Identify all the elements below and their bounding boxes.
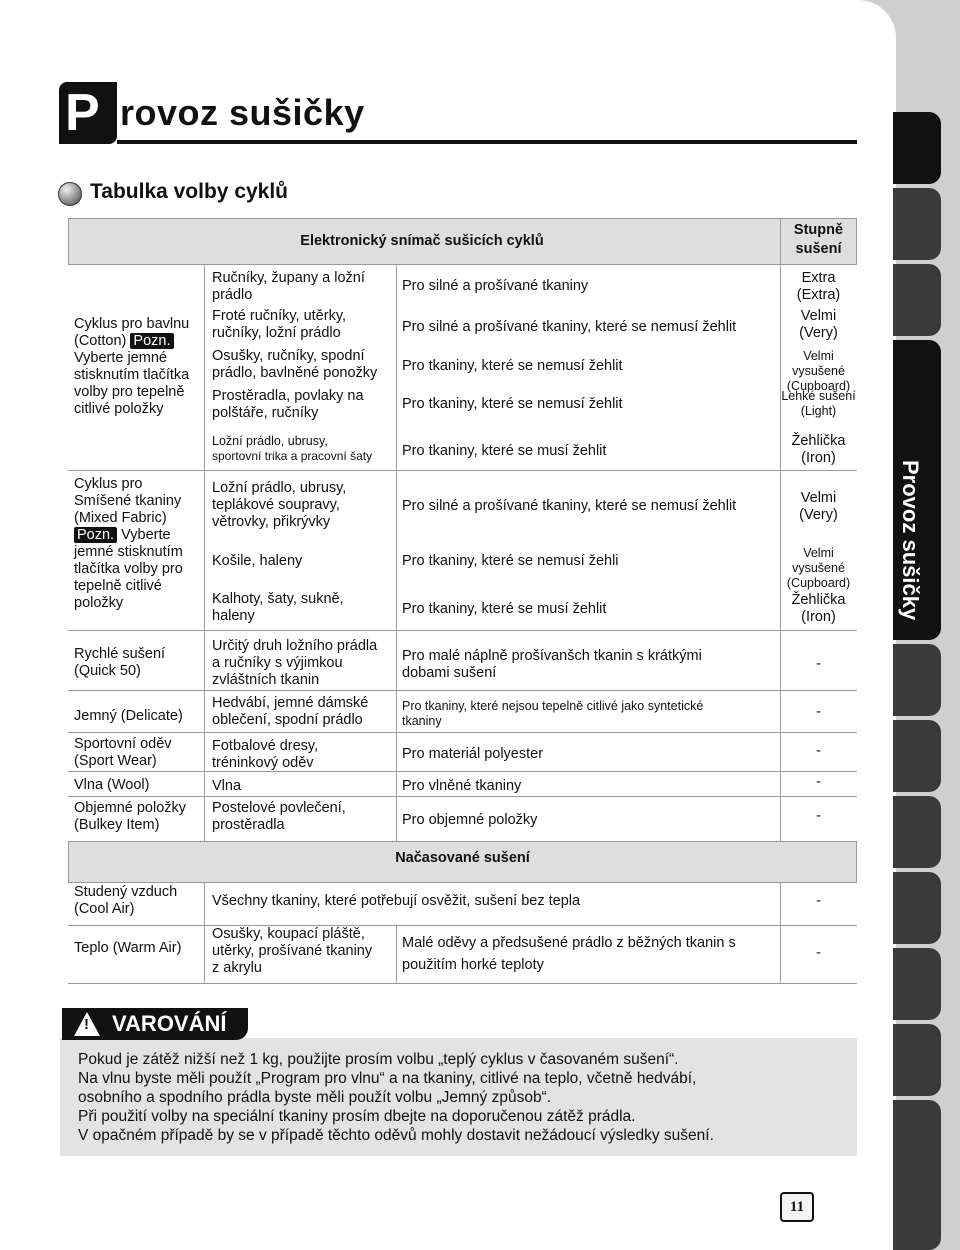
items-cell: Ručníky, župany a ložní prádlo (212, 270, 365, 303)
items-cell: Vlna (212, 778, 242, 794)
level-cell: Velmi (Very) (799, 308, 838, 341)
items-cell: Osušky, ručníky, spodní prádlo, bavlněné ponožky (212, 348, 378, 381)
header-main: Elektronický snímač sušicích cyklů (300, 233, 544, 249)
header-level-1: Stupně (793, 222, 844, 238)
warning-icon-mark: ! (84, 1016, 89, 1033)
page-number: 11 (780, 1192, 814, 1222)
section-tab[interactable] (893, 112, 941, 184)
row-divider (68, 732, 857, 733)
bullet-icon (58, 182, 82, 206)
level-cell: Velmi vysušené (Cupboard) (786, 349, 851, 393)
level-cell: - (816, 808, 821, 824)
cotton-line: stisknutím tlačítka (74, 367, 190, 383)
title-initial: P (65, 84, 100, 142)
section-heading: Tabulka volby cyklů (90, 180, 289, 203)
items-cell: Určitý druh ložního prádla a ručníky s výjimkou zvláštních tkanin (212, 638, 378, 688)
cotton-line: Vyberte jemné (74, 350, 167, 366)
level-cell: - (816, 774, 821, 790)
cycle-warm-air[interactable]: Teplo (Warm Air) (74, 940, 182, 956)
fabric-cell: Pro silné a prošívané tkaniny (402, 278, 589, 294)
warning-line: Pokud je zátěž nižší než 1 kg, použijte prosím volbu „teplý cyklus v časovaném sušení“. (78, 1051, 679, 1068)
title-initial-box (59, 82, 117, 144)
items-cell: Fotbalové dresy, tréninkový oděv (212, 738, 319, 771)
side-section-label: Provoz sušičky (898, 459, 923, 621)
row-divider (68, 470, 857, 471)
fabric-cell: Pro tkaniny, které nejsou tepelně citlivé jako syntetické tkaniny (402, 699, 704, 728)
level-cell: - (816, 656, 821, 672)
section-tab[interactable] (893, 1100, 941, 1250)
row-divider (68, 796, 857, 797)
cycle-sport[interactable]: Sportovní oděv (Sport Wear) (74, 736, 172, 769)
section-tab[interactable] (893, 644, 941, 716)
section-tab[interactable] (893, 188, 941, 260)
fabric-cell: Pro tkaniny, které se nemusí žehli (402, 553, 619, 569)
cotton-line: citlivé položky (74, 401, 164, 417)
items-cell: Košile, haleny (212, 553, 303, 569)
cycle-delicate[interactable]: Jemný (Delicate) (74, 708, 183, 724)
section-tab[interactable] (893, 264, 941, 336)
divider (204, 265, 205, 841)
section-tab[interactable] (893, 1024, 941, 1096)
items-cell: Ložní prádlo, ubrusy, sportovní trika a pracovní šaty (212, 434, 373, 463)
warning-line: osobního a spodního prádla byste měli použít volbu „Jemný způsob“. (78, 1089, 552, 1106)
items-cell: Prostěradla, povlaky na polštáře, ručníky (212, 388, 364, 421)
row-divider (68, 630, 857, 631)
section-tab[interactable] (893, 948, 941, 1020)
row-divider (68, 690, 857, 691)
section-tabs (893, 112, 941, 1250)
row-divider (68, 983, 857, 984)
fabric-cell: Pro tkaniny, které se musí žehlit (402, 443, 607, 459)
fabric-cell: Pro vlněné tkaniny (402, 778, 522, 794)
level-cell: - (816, 893, 821, 909)
cycle-bulky[interactable]: Objemné položky (Bulkey Item) (74, 800, 187, 833)
section-tab[interactable] (893, 872, 941, 944)
items-cell: Froté ručníky, utěrky, ručníky, ložní prádlo (212, 308, 347, 341)
row-divider (68, 771, 857, 772)
items-cell: Osušky, koupací pláště, utěrky, prošívané tkaniny z akrylu (212, 926, 373, 976)
fabric-cell: Pro objemné položky (402, 812, 538, 828)
cotton-line: Cyklus pro bavlnu (74, 316, 190, 332)
cycle-wool[interactable]: Vlna (Wool) (74, 777, 150, 793)
divider (204, 883, 205, 983)
row-divider (68, 925, 857, 926)
cotton-line: volby pro tepelně (74, 384, 185, 400)
timed-drying-title: Načasované sušení (395, 850, 530, 866)
page-title: rovoz sušičky (120, 92, 365, 133)
fabric-cell: Pro silné a prošívané tkaniny, které se nemusí žehlit (402, 319, 737, 335)
divider (396, 265, 397, 841)
level-cell: Velmi vysušené (Cupboard) (786, 546, 851, 590)
level-cell: - (816, 945, 821, 961)
items-cell: Ložní prádlo, ubrusy, teplákové soupravy, větrovky, přikrývky (212, 480, 347, 530)
fabric-cell: Pro tkaniny, které se nemusí žehlit (402, 396, 623, 412)
divider (396, 925, 397, 983)
level-cell: Žehlička (Iron) (791, 433, 846, 466)
warning-line: Na vlnu byste měli použít „Program pro vlnu“ a na tkaniny, citlivé na teplo, včetně hedvábí, (78, 1070, 697, 1087)
level-cell: Velmi (Very) (799, 490, 838, 523)
cycle-quick[interactable]: Rychlé sušení (Quick 50) (74, 646, 166, 679)
fabric-cell: Pro silné a prošívané tkaniny, které se nemusí žehlit (402, 498, 737, 514)
level-cell: Extra (Extra) (796, 270, 841, 303)
fabric-cell: Pro materiál polyester (402, 746, 544, 762)
section-tab[interactable] (893, 796, 941, 868)
warning-box (60, 1038, 857, 1156)
cycle-cotton[interactable] (74, 316, 202, 418)
cycle-cool-air[interactable]: Studený vzduch (Cool Air) (74, 884, 178, 917)
fabric-cell: Pro tkaniny, které se nemusí žehlit (402, 358, 623, 374)
items-cell: Postelové povlečení, prostěradla (212, 800, 346, 833)
items-cell: Hedvábí, jemné dámské oblečení, spodní prádlo (212, 695, 369, 728)
level-cell: Lehké sušení (Light) (781, 389, 856, 418)
note-tag: Pozn. (74, 527, 117, 543)
fabric-cell: Všechny tkaniny, které potřebují osvěžit, sušení bez tepla (212, 893, 581, 909)
cycle-mixed[interactable]: Cyklus pro Smíšené tkaniny (Mixed Fabric) Pozn. Vyberte jemné stisknutím tlačítka volby pro tepelně citlivé položky (74, 476, 183, 611)
level-cell: - (816, 704, 821, 720)
note-tag: Pozn. (130, 333, 173, 349)
fabric-cell: Pro tkaniny, které se musí žehlit (402, 601, 607, 617)
section-tab[interactable] (893, 720, 941, 792)
warning-line: Při použití volby na speciální tkaniny prosím dbejte na doporučenou zátěž prádla. (78, 1108, 636, 1125)
fabric-cell: Pro malé náplně prošívanšch tkanin s krátkými dobami sušení (402, 648, 702, 681)
level-cell: Žehlička (Iron) (791, 592, 846, 625)
cotton-line: (Cotton) (74, 333, 127, 349)
warning-badge (62, 1008, 248, 1040)
title-rule (117, 140, 857, 144)
fabric-cell: Malé oděvy a předsušené prádlo z běžných tkanin s použitím horké teploty (402, 935, 736, 973)
items-cell: Kalhoty, šaty, sukně, haleny (212, 591, 344, 624)
level-cell: - (816, 743, 821, 759)
header-level-2: sušení (795, 241, 842, 257)
warning-label: VAROVÁNÍ (112, 1011, 227, 1036)
warning-line: V opačném případě by se v případě těchto oděvů mohly dostavit nežádoucí výsledky sušení. (78, 1127, 714, 1144)
